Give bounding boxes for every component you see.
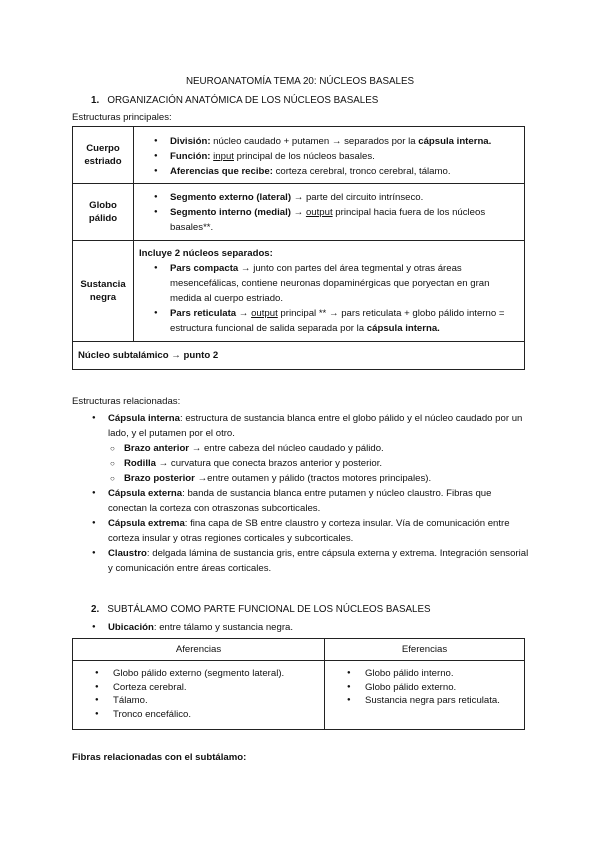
section-title: ORGANIZACIÓN ANATÓMICA DE LOS NÚCLEOS BASALES	[107, 95, 379, 106]
list-item: ● Corteza cerebral.	[73, 681, 324, 695]
row-nucleo-subtalamico	[73, 342, 525, 370]
list-item: ● Cápsula externa: banda de sustancia blanca entre putamen y núcleo claustro. Fibras que conectan la corteza con otraszonas subcorticales.	[72, 486, 532, 516]
list-item: ● Función: input principal de los núcleos basales.	[134, 149, 524, 164]
list-item: ● Pars compacta → junto con partes del área tegmental y otras áreas mesencefálicas, contiene neuronas dopaminérgicas que poryectan en gran medida al cuerpo estriado.	[134, 261, 512, 306]
list-item: ○ Rodilla → curvatura que conecta brazos anterior y posterior.	[72, 456, 532, 471]
cell-name	[73, 127, 134, 184]
row-globo-palido	[73, 184, 525, 241]
section-number: 2.	[91, 604, 100, 615]
cell-name	[73, 241, 134, 342]
ubicacion	[72, 620, 532, 635]
list-item: ● Claustro: delgada lámina de sustancia gris, entre cápsula externa y extrema. Integración sensorial y comunicación entre áreas corticales.	[72, 546, 532, 576]
list-item: ● Globo pálido externo.	[325, 681, 524, 695]
list-item: ● Sustancia negra pars reticulata.	[325, 694, 524, 708]
bullet-list	[72, 486, 532, 576]
section-1-heading	[91, 95, 378, 106]
document-title: NEUROANATOMÍA TEMA 20: NÚCLEOS BASALES	[185, 76, 415, 87]
structures-table	[72, 126, 525, 370]
list-item: ● Globo pálido interno.	[325, 667, 524, 681]
list-item: ● Globo pálido externo (segmento lateral).	[73, 667, 324, 681]
name-line: Cuerpo	[86, 143, 120, 154]
list-item: ● Cápsula extrema: fina capa de SB entre claustro y corteza insular. Vía de comunicación entre corteza insular y otras regiones corticales y subcorticales.	[72, 516, 532, 546]
bullet-list	[134, 261, 524, 336]
bullet-list	[134, 132, 524, 179]
cell-content	[134, 184, 525, 241]
sustancia-intro: Incluye 2 núcleos separados:	[139, 248, 273, 259]
name-line: estriado	[84, 156, 122, 167]
fibras-label: Fibras relacionadas con el subtálamo:	[72, 752, 247, 763]
list-item: ● Tálamo.	[73, 694, 324, 708]
bullet-list	[72, 620, 532, 635]
list-item: ● Cápsula interna: estructura de sustancia blanca entre el globo pálido y el núcleo caudado por un lado, y el putamen por el otro.	[72, 411, 532, 441]
section-title: SUBTÁLAMO COMO PARTE FUNCIONAL DE LOS NÚCLEOS BASALES	[107, 604, 431, 615]
row-cuerpo-estriado	[73, 127, 525, 184]
cell-name	[73, 184, 134, 241]
name-line: Sustancia	[80, 279, 126, 290]
estructuras-principales-label: Estructuras principales:	[72, 112, 172, 123]
aferencias-list	[73, 661, 324, 729]
name-line: negra	[89, 292, 117, 303]
list-item: ● Ubicación: entre tálamo y sustancia negra.	[72, 620, 532, 635]
list-item: ● Segmento externo (lateral) → parte del circuito intrínseco.	[134, 190, 524, 205]
list-item: ● División: núcleo caudado + putamen → separados por la cápsula interna.	[134, 134, 524, 149]
footer-cell: Núcleo subtalámico → punto 2	[73, 342, 525, 370]
cell-content	[134, 241, 525, 342]
table-row	[73, 661, 525, 730]
list-item: ● Segmento interno (medial) → output principal hacia fuera de los núcleos basales**.	[134, 205, 524, 235]
list-item: ○ Brazo posterior →entre outamen y pálido (tractos motores principales).	[72, 471, 532, 486]
list-item: ○ Brazo anterior → entre cabeza del núcleo caudado y pálido.	[72, 441, 532, 456]
bullet-list	[134, 190, 524, 235]
bullet-list	[72, 411, 532, 441]
header-eferencias: Eferencias	[325, 639, 525, 661]
section-number: 1.	[91, 95, 100, 106]
name-line: pálido	[88, 213, 118, 224]
list-item: ● Pars reticulata → output principal ** → pars reticulata + globo pálido interno = estructura funcional de salida separada por la cápsula interna.	[134, 306, 512, 336]
table-header-row	[73, 639, 525, 661]
list-item: ● Tronco encefálico.	[73, 708, 324, 722]
row-sustancia-negra	[73, 241, 525, 342]
subtalamo-table	[72, 638, 525, 730]
cell-content	[134, 127, 525, 184]
section-2-heading	[91, 604, 431, 615]
header-aferencias: Aferencias	[73, 639, 325, 661]
eferencias-list	[325, 661, 524, 716]
estructuras-relacionadas-label: Estructuras relacionadas:	[72, 396, 181, 407]
list-item: ● Aferencias que recibe: corteza cerebral, tronco cerebral, tálamo.	[134, 164, 524, 179]
eferencias-cell	[325, 661, 525, 730]
aferencias-cell	[73, 661, 325, 730]
related-structures	[72, 411, 532, 576]
name-line: Globo	[89, 200, 117, 211]
sub-bullet-list	[72, 441, 532, 486]
